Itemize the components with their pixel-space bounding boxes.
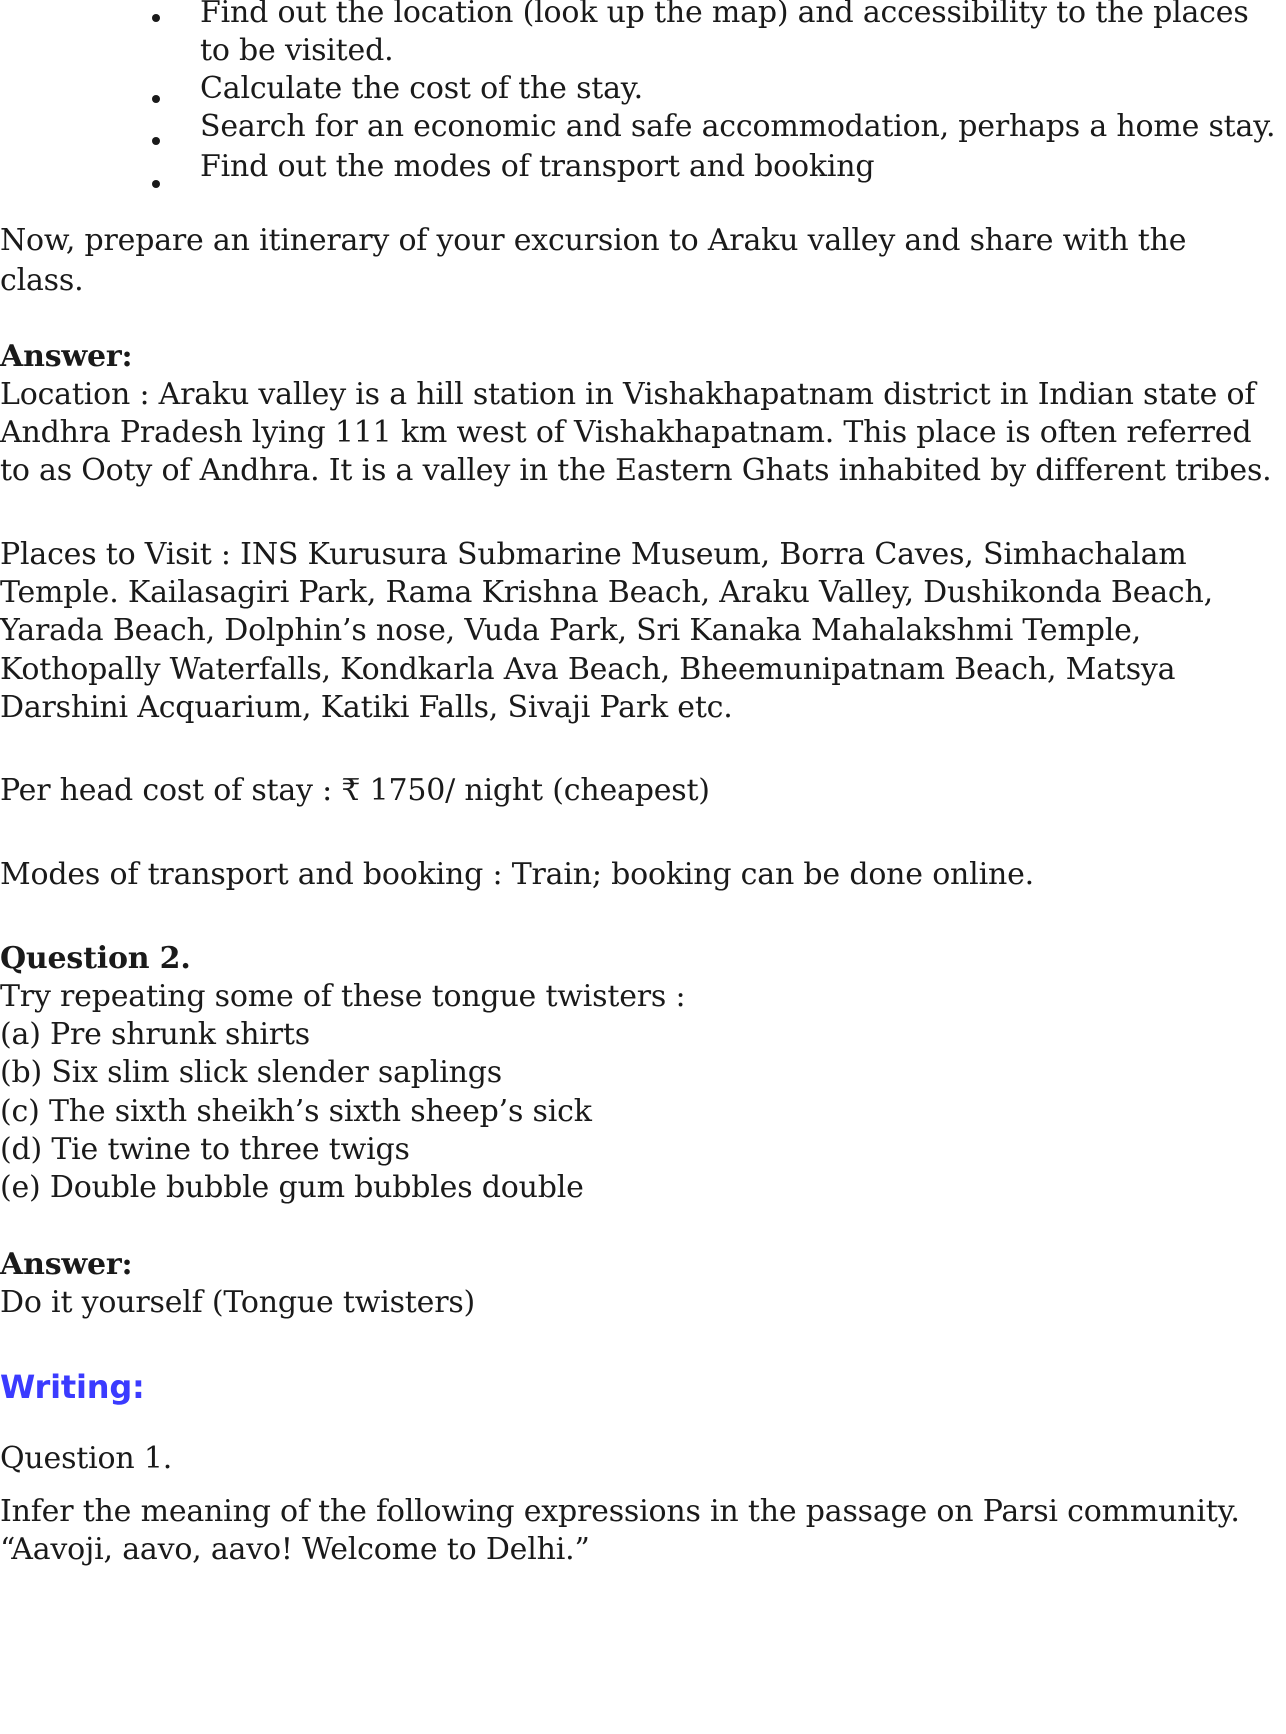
location-line: Location : Araku valley is a hill station in Vishakhapatnam district in Indian state of [0, 377, 1256, 412]
question-heading: Question 2. [0, 941, 191, 976]
question-heading: Question 1. [0, 1441, 173, 1476]
places-line: Darshini Acquarium, Katiki Falls, Sivaji Park etc. [0, 690, 733, 725]
bullet-item: Find out the location (look up the map) and accessibility to the places [200, 0, 1249, 30]
instruction-line: Now, prepare an itinerary of your excursion to Araku valley and share with the [0, 223, 1187, 258]
location-line: to as Ooty of Andhra. It is a valley in the Eastern Ghats inhabited by different tribes. [0, 453, 1272, 488]
bullet-item: Search for an economic and safe accommodation, perhaps a home stay. [200, 109, 1276, 144]
transport-line: Modes of transport and booking : Train; booking can be done online. [0, 857, 1034, 892]
answer-heading: Answer: [0, 1247, 133, 1282]
location-line: Andhra Pradesh lying 111 km west of Vishakhapatnam. This place is often referred [0, 415, 1252, 450]
bullet-icon [152, 180, 160, 188]
twister-item: (a) Pre shrunk shirts [0, 1017, 310, 1052]
bullet-icon [152, 14, 160, 22]
cost-line: Per head cost of stay : ₹ 1750/ night (cheapest) [0, 773, 710, 808]
twister-item: (c) The sixth sheikh’s sixth sheep’s sick [0, 1094, 592, 1129]
instruction-line: class. [0, 263, 84, 298]
question-prompt: Infer the meaning of the following expressions in the passage on Parsi community. [0, 1494, 1240, 1529]
places-line: Places to Visit : INS Kurusura Submarine Museum, Borra Caves, Simhachalam [0, 537, 1187, 572]
places-line: Kothopally Waterfalls, Kondkarla Ava Beach, Bheemunipatnam Beach, Matsya [0, 652, 1176, 687]
bullet-item-continuation: to be visited. [200, 33, 394, 68]
places-line: Temple. Kailasagiri Park, Rama Krishna Beach, Araku Valley, Dushikonda Beach, [0, 575, 1213, 610]
twister-item: (b) Six slim slick slender saplings [0, 1055, 502, 1090]
question-prompt: Try repeating some of these tongue twisters : [0, 979, 686, 1014]
bullet-item: Find out the modes of transport and booking [200, 149, 875, 184]
bullet-icon [152, 95, 160, 103]
places-line: Yarada Beach, Dolphin’s nose, Vuda Park, Sri Kanaka Mahalakshmi Temple, [0, 613, 1141, 648]
bullet-item: Calculate the cost of the stay. [200, 71, 643, 106]
answer-text: Do it yourself (Tongue twisters) [0, 1285, 476, 1320]
bullet-icon [152, 137, 160, 145]
twister-item: (d) Tie twine to three twigs [0, 1132, 410, 1167]
answer-heading: Answer: [0, 339, 133, 374]
quote-line: “Aavoji, aavo, aavo! Welcome to Delhi.” [0, 1532, 590, 1567]
twister-item: (e) Double bubble gum bubbles double [0, 1170, 584, 1205]
section-heading-writing: Writing: [0, 1368, 145, 1406]
